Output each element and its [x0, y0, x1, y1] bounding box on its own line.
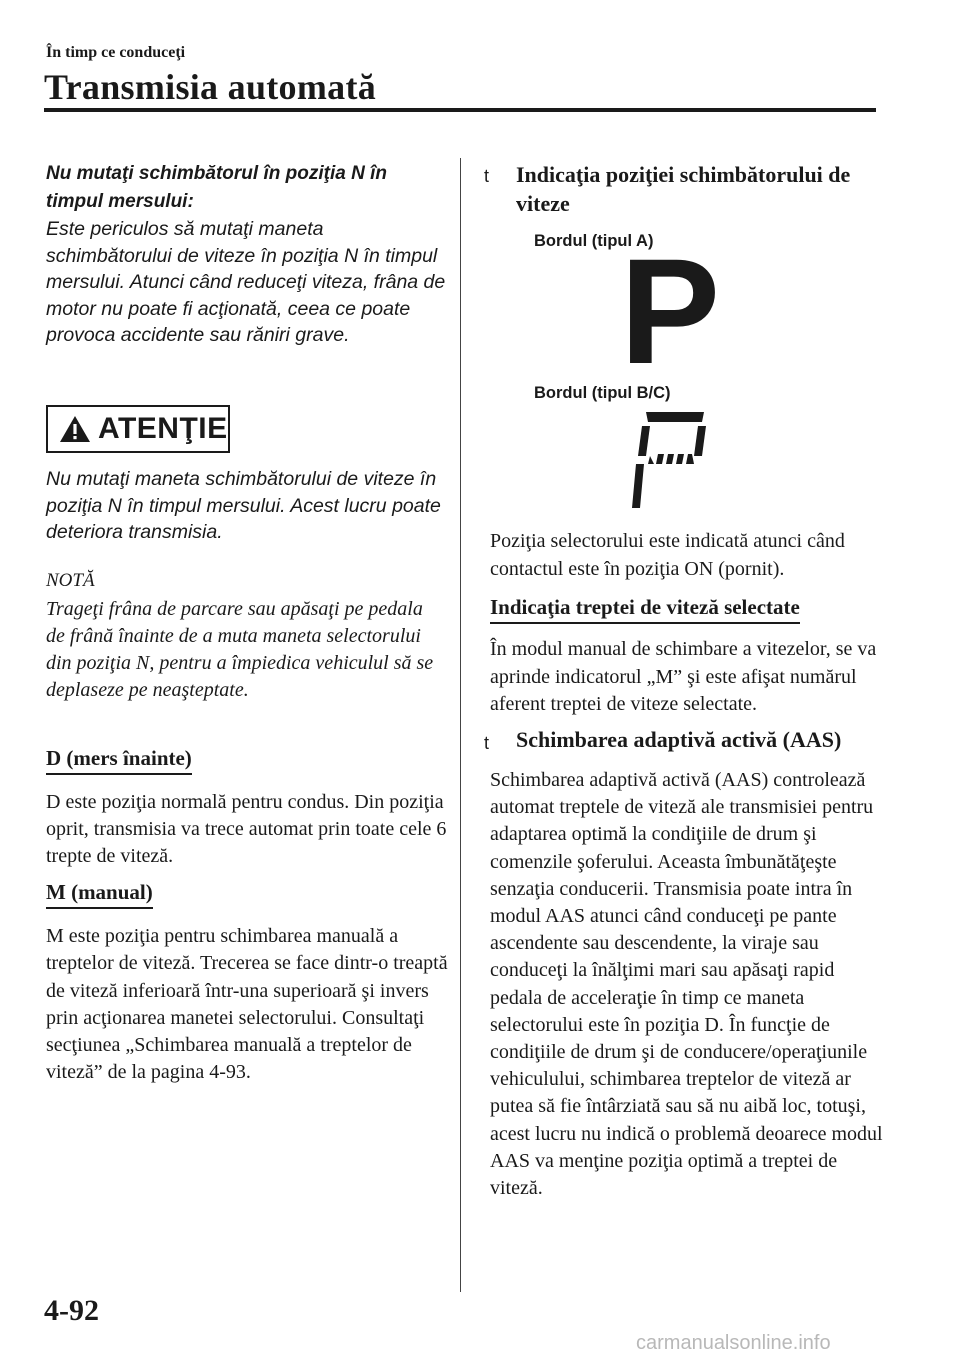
m-body: M este poziţia pentru schimbarea manuală a treptelor de viteză. Trecerea se face dintr-o treaptă de viteză inferioară într-una superioară şi invers prin acţionarea manetei selectorului. Consultaţi secţiunea „Schimbarea manuală a treptelor de viteză” de la pagina 4-93. — [46, 925, 448, 1084]
note-heading: NOTĂ — [46, 570, 95, 591]
aas-body: Schimbarea adaptivă activă (AAS) controlează automat treptele de viteză ale transmisiei pentru adaptarea optimă la condiţiile de drum şi comenzile şoferului. Aceasta îmbunătăţeşte senzaţia conducerii. Transmisia poate intra în modul AAS atunci când conduceţi pe pante ascendente sau descendente, la viraje sau conduceţi la înălţimi mari sau apăsaţi rapid pedala de acceleraţie în timp ce maneta selectorului este în poziţia D. În funcţie de condiţiile de drum şi de conducere/operaţiunile vehiculului, schimbarea treptelor de viteză ar putea să fie întârziată sau să nu aibă loc, totuşi, acest lucru nu indică o problemă deoarece modul AAS va menţine poziţia optimă a treptei de viteză. — [490, 769, 883, 1200]
d-heading: D (mers înainte) — [46, 746, 192, 775]
note-body: Trageţi frâna de parcare sau apăsaţi pe pedala de frână înainte de a muta maneta selectorului din poziţia N, pentru a împiedica vehiculul să se deplaseze pe neaşteptate. — [46, 598, 434, 701]
m-heading: M (manual) — [46, 880, 153, 909]
gear-body: În modul manual de schimbare a vitezelor, se va aprinde indicatorul „M” şi este afişat numărul aferent treptei de viteze selectate. — [490, 638, 877, 715]
column-divider — [460, 158, 461, 1292]
label-type-bc: Bordul (tipul B/C) — [534, 384, 671, 402]
d-body: D este poziţia normală pentru condus. Din poziţia oprit, transmisia va trece automat prin toate cele 6 trepte de viteză. — [46, 791, 447, 867]
aas-heading: Schimbarea adaptivă activă (AAS) — [516, 727, 842, 752]
bullet-icon: t — [484, 166, 490, 186]
gear-heading: Indicaţia treptei de viteză selectate — [490, 595, 800, 624]
indicator-heading: Indicaţia poziţiei schimbătorului de viteze — [516, 162, 851, 216]
bullet-icon: t — [484, 733, 490, 753]
watermark: carmanualsonline.info — [636, 1332, 831, 1354]
caution-box — [46, 405, 230, 453]
label-type-a: Bordul (tipul A) — [534, 232, 654, 250]
header-rule — [44, 108, 876, 112]
caution-body: Nu mutaţi maneta schimbătorului de viteze în poziţia N în timpul mersului. Acest lucru poate deteriora transmisia. — [46, 468, 441, 544]
page-number: 4-92 — [44, 1294, 99, 1327]
caution-label: ATENŢIE — [98, 412, 228, 445]
warning-heading: Nu mutaţi schimbătorul în poziţia N în timpul mersului: — [46, 163, 387, 212]
p-indicator-type-a: P — [620, 227, 721, 395]
section-label: În timp ce conduceţi — [46, 44, 186, 61]
selector-body: Poziţia selectorului este indicată atunci când contactul este în poziţia ON (pornit). — [490, 530, 845, 580]
warning-body: Este periculos să mutaţi maneta schimbătorului de viteze în poziţia N în timpul mersului. Atunci când reduceţi viteza, frâna de motor nu poate fi acţionată, ceea ce poate provoca accidente sau răniri grave. — [46, 218, 446, 347]
segment-p-indicator-icon — [628, 408, 712, 512]
warning-triangle-icon — [58, 414, 92, 444]
page-title: Transmisia automată — [44, 67, 377, 107]
